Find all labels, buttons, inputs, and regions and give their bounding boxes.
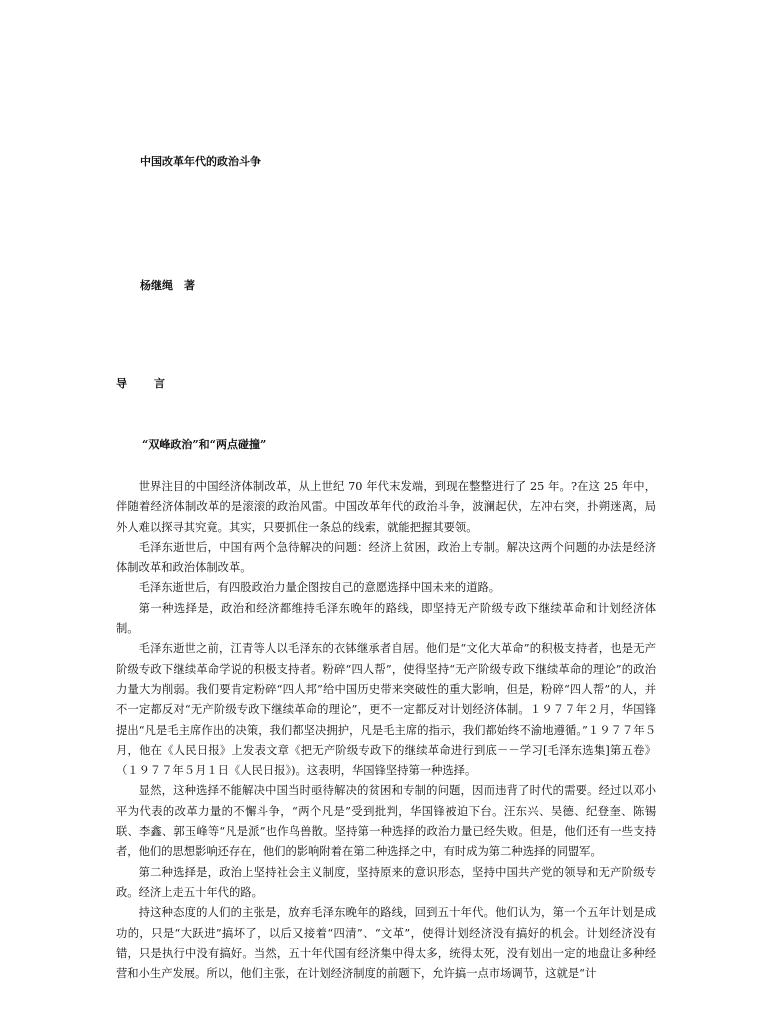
body-paragraph: 显然，这种选择不能解决中国当时亟待解决的贫困和专制的问题，因而违背了时代的需要。经过以邓小平为代表的改革力量的不懈斗争，“两个凡是”受到批判，华国锋被迫下台。汪东兴、吴德、纪登奎、陈锡联、李鑫、郭玉峰等“凡是派”也作鸟兽散。坚持第一种选择的政治力量已经失败。但是，他们还有一些支持者，他们的思想影响还存在，他们的影响附着在第二种选择之中，有时成为第二种选择的同盟军。 <box>116 784 656 859</box>
body-paragraph: 第一种选择是，政治和经济都维持毛泽东晚年的路线，即坚持无产阶级专政下继续革命和计划经济体制。 <box>116 601 656 636</box>
intro-heading: 导言 <box>116 377 192 390</box>
body-paragraph: 第二种选择是，政治上坚持社会主义制度，坚持原来的意识形态，坚持中国共产党的领导和无产阶级专政。经济上走五十年代的路。 <box>116 865 656 899</box>
book-title: 中国改革年代的政治斗争 <box>140 155 261 168</box>
body-paragraph: 毛泽东逝世之前，江青等人以毛泽东的衣钵继承者自居。他们是“文化大革命”的积极支持者，也是无产阶级专政下继续革命学说的积极支持者。粉碎“四人帮”，使得坚持“无产阶级专政下继续革命的理论”的政治力量大为削弱。我们要肯定粉碎“四人邦”给中国历史带来突破性的重大影响，但是，粉碎“四人帮”的人，并不一定都反对“无产阶级专政下继续革命的理论”，更不一定都反对计划经济体制。１９７７年２月，华国锋提出“凡是毛主席作出的决策，我们都坚决拥护，凡是毛主席的指示，我们都始终不渝地遵循。”１９７７年５月，他在《人民日报》上发表文章《把无产阶级专政下的继续革命进行到底－－学习[毛泽东选集]第五卷》（１９７７年５月１日《人民日报》)。这表明，华国锋坚持第一种选择。 <box>116 642 656 778</box>
body-text <box>116 477 656 984</box>
body-paragraph: 持这种态度的人们的主张是，放弃毛泽东晚年的路线，回到五十年代。他们认为，第一个五年计划是成功的，只是“大跃进”搞坏了，以后又接着“四清”、“文革”，使得计划经济没有搞好的机会。计划经济没有错，只是执行中没有搞好。当然，五十年代国有经济集中得太多，统得太死，没有划出一定的地盘让多种经营和小生产发展。所以，他们主张，在计划经济制度的前题下，允许搞一点市场调节，这就是“计 <box>116 906 656 981</box>
body-paragraph: 毛泽东逝世后，有四股政治力量企图按自己的意愿选择中国未来的道路。 <box>138 581 501 595</box>
author-line: 杨继绳 著 <box>140 279 195 292</box>
body-paragraph: 毛泽东逝世后，中国有两个急待解决的问题：经济上贫困，政治上专制。解决这两个问题的办法是经济体制改革和政治体制改革。 <box>116 540 656 575</box>
body-paragraph: 世界注目的中国经济体制改革，从上世纪 70 年代末发端，到现在整整进行了 25 年。?在这 25 年中，伴随着经济体制改革的是滚滚的政治风雷。中国改革年代的政治斗争，波澜起伏，左冲右突，扑朔迷离，局外人难以探寻其究竟。其实，只要抓住一条总的线索，就能把握其要领。 <box>116 480 656 534</box>
section-title: “双峰政治”和“两点碰撞” <box>142 438 267 451</box>
